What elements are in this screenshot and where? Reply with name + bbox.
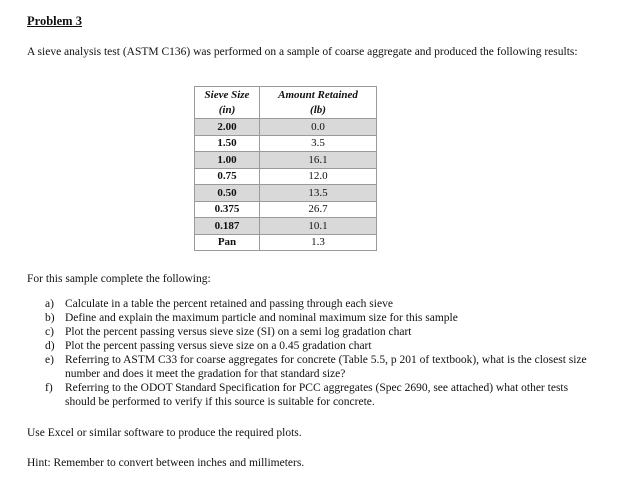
item-label: f) xyxy=(45,382,53,394)
problem-title: Problem 3 xyxy=(27,14,82,28)
amount-cell: 16.1 xyxy=(260,152,377,169)
item-label: b) xyxy=(45,312,55,324)
sieve-table xyxy=(194,86,377,251)
sieve-size-cell: 1.50 xyxy=(195,135,260,152)
amount-cell: 3.5 xyxy=(260,135,377,152)
header-amount-unit: (lb) xyxy=(260,103,377,119)
amount-cell: 13.5 xyxy=(260,185,377,202)
sieve-size-cell: 0.50 xyxy=(195,185,260,202)
sieve-size-cell: Pan xyxy=(195,234,260,251)
list-item xyxy=(27,381,597,409)
item-label: d) xyxy=(45,340,55,352)
item-label: a) xyxy=(45,298,54,310)
table-row xyxy=(195,185,377,202)
table-row xyxy=(195,135,377,152)
table-row xyxy=(195,234,377,251)
item-text: Plot the percent passing versus sieve size (SI) on a semi log gradation chart xyxy=(65,326,412,338)
item-text: Plot the percent passing versus sieve size on a 0.45 gradation chart xyxy=(65,340,372,352)
table-row xyxy=(195,119,377,136)
list-item xyxy=(27,325,597,339)
sieve-size-cell: 2.00 xyxy=(195,119,260,136)
item-text: Referring to the ODOT Standard Specification for PCC aggregates (Spec 2690, see attached) what other tests should be performed to verify if this source is suitable for concrete. xyxy=(65,382,569,408)
sieve-size-cell: 1.00 xyxy=(195,152,260,169)
amount-cell: 12.0 xyxy=(260,168,377,185)
header-sieve-size: Sieve Size xyxy=(195,87,260,103)
problem-intro: A sieve analysis test (ASTM C136) was performed on a sample of coarse aggregate and produced the following results: xyxy=(27,46,578,58)
amount-cell: 10.1 xyxy=(260,218,377,235)
sieve-size-cell: 0.75 xyxy=(195,168,260,185)
task-list xyxy=(27,297,597,409)
list-item xyxy=(27,297,597,311)
excel-note: Use Excel or similar software to produce the required plots. xyxy=(27,427,302,439)
table-row xyxy=(195,152,377,169)
instructions-lead: For this sample complete the following: xyxy=(27,273,211,285)
list-item xyxy=(27,339,597,353)
item-text: Define and explain the maximum particle and nominal maximum size for this sample xyxy=(65,312,458,324)
item-text: Calculate in a table the percent retained and passing through each sieve xyxy=(65,298,393,310)
sieve-size-cell: 0.375 xyxy=(195,201,260,218)
item-label: e) xyxy=(45,354,54,366)
amount-cell: 26.7 xyxy=(260,201,377,218)
header-amount-retained: Amount Retained xyxy=(260,87,377,103)
hint-text: Hint: Remember to convert between inches and millimeters. xyxy=(27,457,305,469)
list-item xyxy=(27,353,597,381)
item-label: c) xyxy=(45,326,54,338)
item-text: Referring to ASTM C33 for coarse aggregates for concrete (Table 5.5, p 201 of textbook), what is the closest size number and does it meet the gradation for that standard size? xyxy=(65,354,587,380)
table-row xyxy=(195,168,377,185)
header-sieve-unit: (in) xyxy=(195,103,260,119)
amount-cell: 1.3 xyxy=(260,234,377,251)
table-row xyxy=(195,201,377,218)
table-row xyxy=(195,218,377,235)
list-item xyxy=(27,311,597,325)
sieve-size-cell: 0.187 xyxy=(195,218,260,235)
amount-cell: 0.0 xyxy=(260,119,377,136)
